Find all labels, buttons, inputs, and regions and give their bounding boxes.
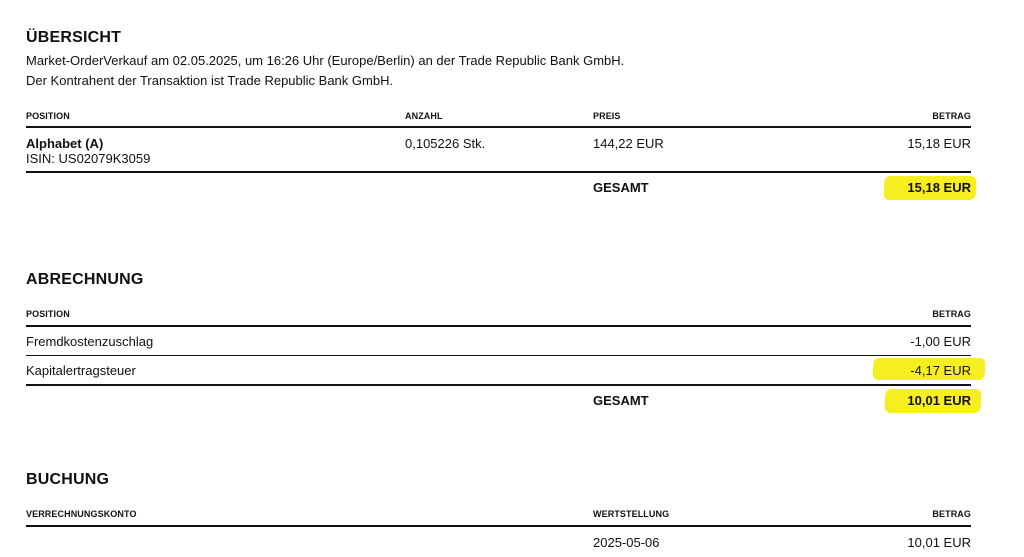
abrechnung-row-rule (26, 355, 971, 356)
tax-label: Kapitalertragsteuer (26, 363, 136, 378)
position-anzahl: 0,105226 Stk. (405, 136, 486, 151)
buchung-col-betrag: BETRAG (932, 509, 971, 519)
buchung-wertstellung: 2025-05-06 (593, 535, 660, 550)
position-preis: 144,22 EUR (593, 136, 664, 151)
col-anzahl: ANZAHL (405, 111, 443, 121)
overview-total-label: GESAMT (593, 180, 649, 195)
overview-header-rule (26, 126, 971, 128)
col-betrag: BETRAG (932, 111, 971, 121)
abrechnung-total-value: 10,01 EUR (907, 393, 971, 408)
abrechnung-title: ABRECHNUNG (26, 271, 144, 288)
position-isin: ISIN: US02079K3059 (26, 151, 151, 166)
abrechnung-col-betrag: BETRAG (932, 309, 971, 319)
overview-description-line2: Der Kontrahent der Transaktion ist Trade Republic Bank GmbH. (26, 73, 394, 88)
abrechnung-total-label: GESAMT (593, 393, 649, 408)
fee-label: Fremdkostenzuschlag (26, 334, 154, 349)
tax-value: -4,17 EUR (910, 363, 971, 378)
abrechnung-col-position: POSITION (26, 309, 70, 319)
overview-total-value: 15,18 EUR (907, 180, 971, 195)
position-name: Alphabet (A) (26, 136, 104, 151)
buchung-header-rule (26, 525, 971, 527)
abrechnung-header-rule (26, 325, 971, 327)
position-betrag: 15,18 EUR (907, 136, 971, 151)
buchung-title: BUCHUNG (26, 471, 110, 488)
col-preis: PREIS (593, 111, 621, 121)
overview-description-line1: Market-OrderVerkauf am 02.05.2025, um 16:26 Uhr (Europe/Berlin) an der Trade Republic Bank GmbH. (26, 53, 625, 68)
fee-value: -1,00 EUR (910, 334, 971, 349)
buchung-betrag: 10,01 EUR (907, 535, 971, 550)
abrechnung-total-rule (26, 384, 971, 386)
buchung-col-konto: VERRECHNUNGSKONTO (26, 509, 137, 519)
overview-total-rule (26, 171, 971, 173)
overview-title: ÜBERSICHT (26, 29, 122, 46)
buchung-col-wertstellung: WERTSTELLUNG (593, 509, 670, 519)
col-position: POSITION (26, 111, 70, 121)
